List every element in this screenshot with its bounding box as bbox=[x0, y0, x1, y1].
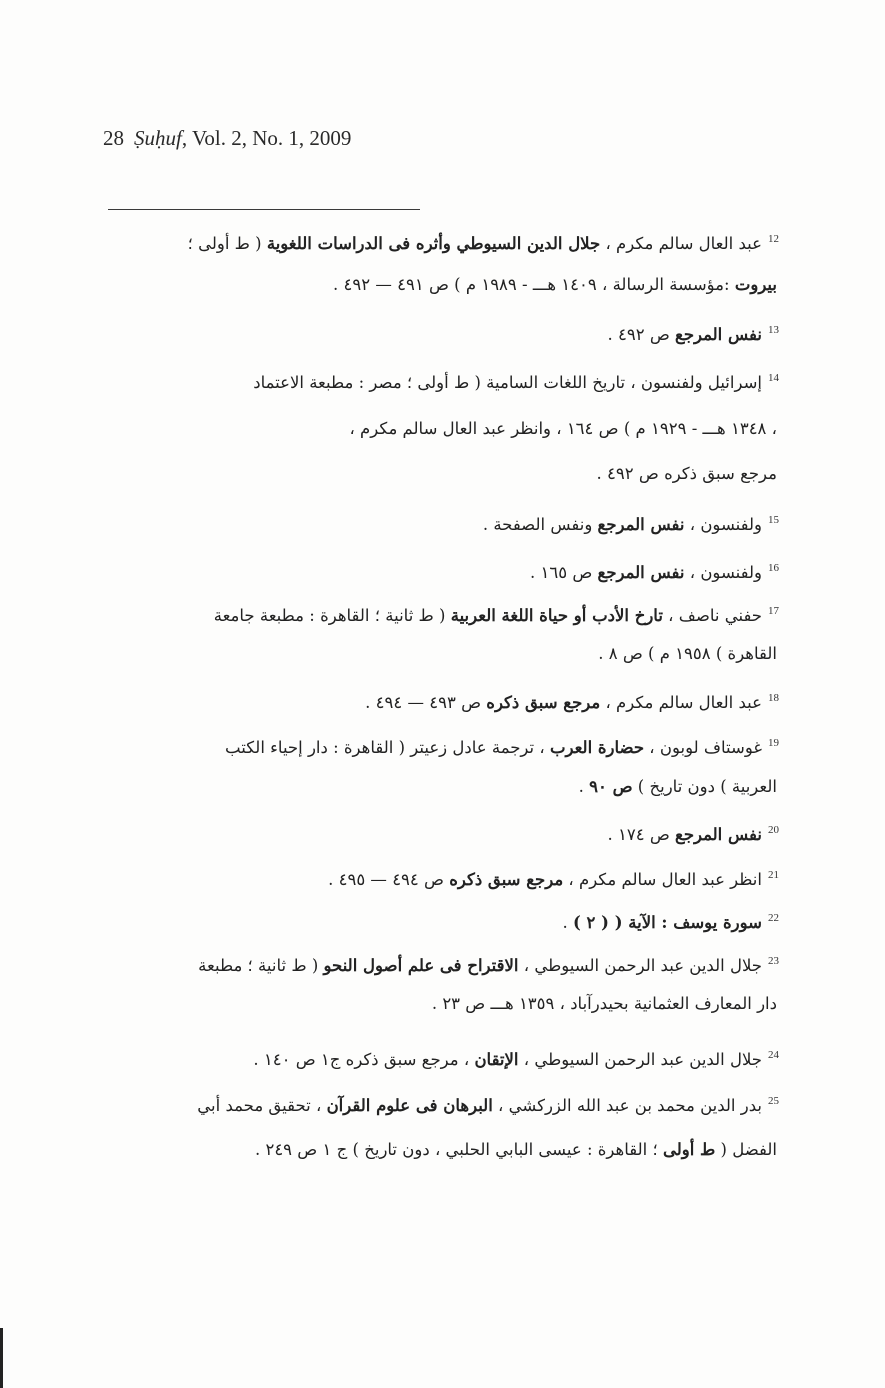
footnote-bold-title: تارخ الأدب أو حياة اللغة العربية bbox=[450, 606, 663, 625]
footnote-bold-title: ط أولى bbox=[662, 1140, 716, 1159]
footnote-number: 18 bbox=[768, 692, 779, 704]
footnote-text: ص ١٦٥ . bbox=[529, 563, 598, 582]
footnote-number: 17 bbox=[768, 605, 779, 617]
footnote-number: 24 bbox=[768, 1049, 779, 1061]
footnote-18 bbox=[365, 686, 779, 715]
footnote-text: . bbox=[578, 777, 590, 796]
footnote-number: 16 bbox=[768, 562, 779, 574]
footnote-bold-title: نفس المرجع bbox=[597, 563, 685, 582]
footnote-bold-title: سورة يوسف : الآية ( ( ٢ ) bbox=[572, 913, 762, 932]
footnote-bold-title: نفس المرجع bbox=[597, 515, 685, 534]
footnote-text: ؛ القاهرة : عيسى البابي الحلبي ، دون تاريخ ) ج ١ ص ٢٤٩ . bbox=[254, 1140, 663, 1159]
footnote-continuation-line bbox=[579, 775, 777, 799]
footnote-25 bbox=[197, 1089, 779, 1118]
footnote-text: ولفنسون ، bbox=[684, 563, 762, 582]
footnote-text: العربية ) دون تاريخ ) bbox=[632, 777, 777, 796]
footnote-24 bbox=[253, 1043, 779, 1072]
footnote-text: الفضل ( bbox=[715, 1140, 777, 1159]
footnote-bold-title: البرهان فى علوم القرآن bbox=[326, 1096, 493, 1115]
footnote-text: . bbox=[562, 913, 573, 932]
footnote-text: ( ط ثانية ؛ مطبعة bbox=[198, 956, 324, 975]
footnote-text: إسرائيل ولفنسون ، تاريخ اللغات السامية ( ط أولى ؛ مصر : مطبعة الاعتماد bbox=[253, 373, 762, 392]
footnote-continuation-line bbox=[432, 992, 777, 1016]
footnote-text: جلال الدين عبد الرحمن السيوطي ، bbox=[518, 1050, 762, 1069]
footnote-continuation-line bbox=[598, 642, 777, 666]
footnote-number: 22 bbox=[768, 912, 779, 924]
footnote-text: بدر الدين محمد بن عبد الله الزركشي ، bbox=[492, 1096, 762, 1115]
footnote-text: ، ترجمة عادل زعيتر ( القاهرة : دار إحياء الكتب bbox=[225, 738, 550, 757]
journal-title: Ṣuḥuf bbox=[134, 126, 182, 150]
footnote-14 bbox=[253, 366, 779, 395]
footnote-bold-title: نفس المرجع bbox=[675, 825, 762, 844]
footnote-text: عبد العال سالم مكرم ، bbox=[600, 693, 762, 712]
footnote-number: 13 bbox=[768, 324, 779, 336]
volume-info: , Vol. 2, No. 1, 2009 bbox=[181, 126, 352, 150]
footnote-text: ، مرجع سبق ذكره ج١ ص ١٤٠ . bbox=[253, 1050, 475, 1069]
footnote-text: ، ١٣٤٨ هـــ - ١٩٢٩ م ) ص ١٦٤ ، وانظر عبد العال سالم مكرم ، bbox=[349, 419, 777, 438]
footnote-number: 12 bbox=[768, 233, 779, 245]
scan-edge-mark bbox=[0, 1328, 3, 1388]
footnote-text: حفني ناصف ، bbox=[662, 606, 762, 625]
footnote-text: ص ١٧٤ . bbox=[607, 825, 676, 844]
footnote-continuation-line bbox=[597, 462, 777, 486]
footnote-text: غوستاف لوبون ، bbox=[644, 738, 762, 757]
footnote-bold-title: مرجع سبق ذكره bbox=[449, 870, 564, 889]
footnote-number: 25 bbox=[768, 1095, 779, 1107]
footnote-bold-title: جلال الدين السيوطي وأثره فى الدراسات اللغوية bbox=[266, 234, 601, 253]
footnote-text: ، تحقيق محمد أبي bbox=[197, 1096, 327, 1115]
footnote-22 bbox=[562, 906, 779, 935]
footnote-text: جلال الدين عبد الرحمن السيوطي ، bbox=[518, 956, 762, 975]
footnote-12 bbox=[188, 227, 779, 256]
footnote-continuation-line bbox=[333, 273, 777, 297]
page-number: 28 bbox=[103, 126, 124, 150]
footnote-20 bbox=[607, 818, 779, 847]
footnote-21 bbox=[328, 863, 779, 892]
footnote-15 bbox=[483, 508, 779, 537]
footnote-number: 15 bbox=[768, 514, 779, 526]
footnote-bold-title: مرجع سبق ذكره bbox=[486, 693, 601, 712]
footnote-text: ( ط أولى ؛ bbox=[187, 234, 267, 253]
footnote-bold-title: الإتقان bbox=[474, 1050, 519, 1069]
footnote-text: ص ٤٩٤ — ٤٩٥ . bbox=[328, 870, 450, 889]
footnote-17 bbox=[214, 599, 779, 628]
footnote-16 bbox=[530, 556, 779, 585]
footnote-text: ونفس الصفحة . bbox=[482, 515, 598, 534]
footnote-text: ولفنسون ، bbox=[684, 515, 762, 534]
footnote-bold-title: نفس المرجع bbox=[675, 325, 762, 344]
footnote-19 bbox=[225, 731, 779, 760]
footnote-number: 14 bbox=[768, 372, 779, 384]
footnote-text: :مؤسسة الرسالة ، ١٤٠٩ هـــ - ١٩٨٩ م ) ص ٤٩١ — ٤٩٢ . bbox=[333, 275, 735, 294]
footnote-bold-title: الاقتراح فى علم أصول النحو bbox=[323, 956, 519, 975]
footnote-number: 19 bbox=[768, 737, 779, 749]
footnote-bold-title: بيروت bbox=[734, 275, 777, 294]
footnote-text: ص ٤٩٢ . bbox=[607, 325, 676, 344]
footnote-continuation-line bbox=[349, 417, 777, 441]
footnote-13 bbox=[607, 318, 779, 347]
footnote-text: انظر عبد العال سالم مكرم ، bbox=[563, 870, 762, 889]
footnote-text: دار المعارف العثمانية بحيدرآباد ، ١٣٥٩ هـــ ص ٢٣ . bbox=[431, 994, 777, 1013]
footnote-number: 21 bbox=[768, 869, 779, 881]
footnote-number: 20 bbox=[768, 824, 779, 836]
footnote-bold-title: حضارة العرب bbox=[549, 738, 645, 757]
footnote-bold-title: ص ٩٠ bbox=[589, 777, 633, 796]
footnote-text: ( ط ثانية ؛ القاهرة : مطبعة جامعة bbox=[213, 606, 451, 625]
footnote-text: ص ٤٩٣ — ٤٩٤ . bbox=[365, 693, 487, 712]
footnote-continuation-line bbox=[255, 1138, 777, 1162]
footnote-number: 23 bbox=[768, 955, 779, 967]
footnote-23 bbox=[198, 949, 779, 978]
footnote-text: مرجع سبق ذكره ص ٤٩٢ . bbox=[596, 464, 777, 483]
footnote-text: القاهرة ) ١٩٥٨ م ) ص ٨ . bbox=[598, 644, 777, 663]
footnote-text: عبد العال سالم مكرم ، bbox=[600, 234, 762, 253]
